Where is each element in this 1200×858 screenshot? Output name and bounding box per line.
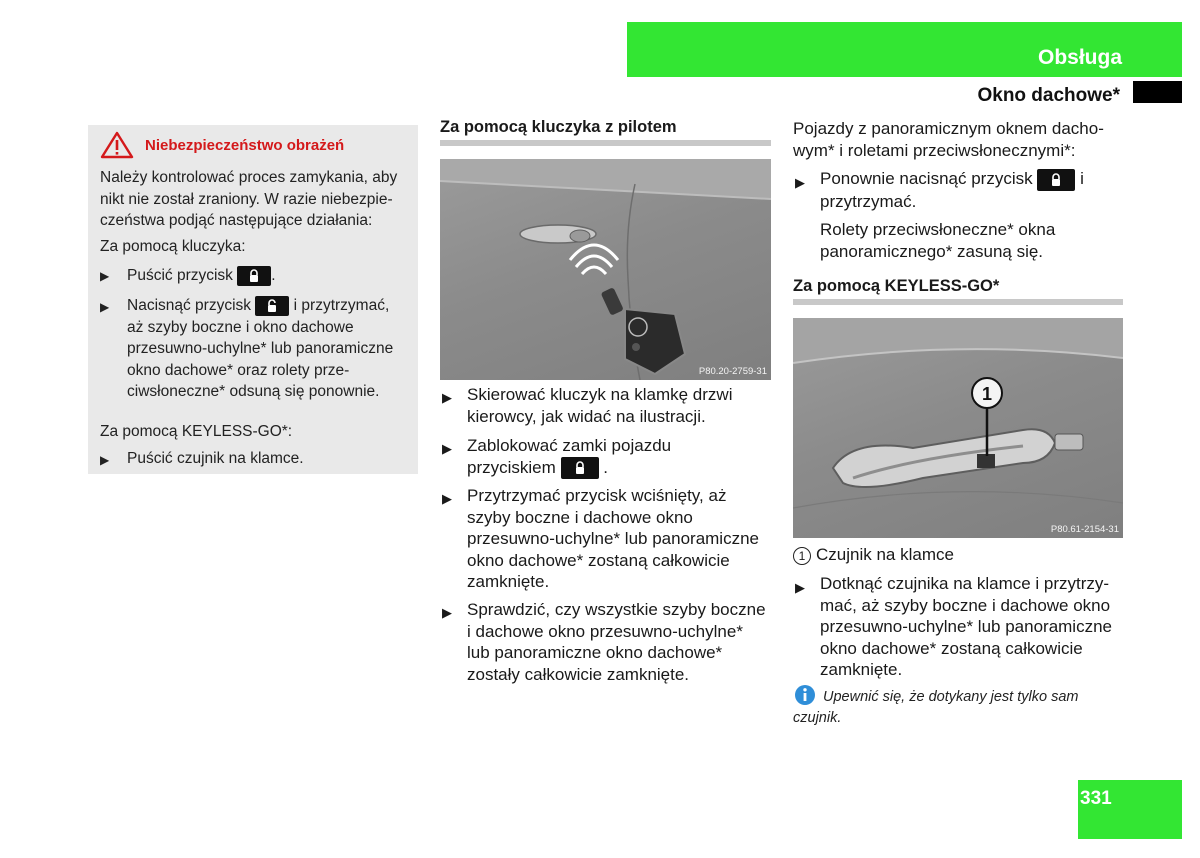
warning-intro-line: czeństwa podjąć następujące działania: — [100, 212, 373, 229]
callout-marker: 1 — [793, 547, 811, 565]
col2-step-line: przyciskiem — [467, 457, 556, 477]
col2-step-line: kierowcy, jak widać na ilustracji. — [467, 406, 706, 426]
bullet-arrow-icon: ▶ — [442, 605, 452, 620]
col2-step-3 — [467, 485, 759, 593]
bullet-arrow-icon: ▶ — [795, 580, 805, 595]
subsection-title: Okno dachowe* — [977, 85, 1120, 106]
col3-intro-line: wym* i roletami przeciwsłonecznymi*: — [793, 140, 1076, 160]
col2-step-line: lub panoramiczne okno dachowe* — [467, 643, 723, 662]
section-title: Obsługa — [1037, 46, 1122, 69]
keyless-handle-illustration — [793, 318, 1123, 538]
lock-key-icon — [237, 266, 271, 286]
col3-step-line: mać, aż szyby boczne i dachowe okno — [820, 595, 1111, 615]
unlock-key-icon — [255, 296, 289, 316]
col2-step-line: i dachowe okno przesuwno-uchylne* — [467, 621, 743, 641]
warning-step-2-line: przesuwno-uchylne* lub panoramiczne — [127, 340, 394, 357]
col2-step-line: Przytrzymać przycisk wciśnięty, aż — [467, 486, 727, 505]
bullet-arrow-icon: ▶ — [442, 491, 452, 506]
bullet-arrow-icon: ▶ — [100, 453, 110, 467]
warning-step-1 — [127, 265, 276, 287]
col3-result-line: Rolety przeciwsłoneczne* okna — [820, 220, 1056, 239]
col2-step-2 — [467, 435, 671, 479]
col3-intro — [793, 118, 1104, 161]
warning-keyless-step: Puścić czujnik na klamce. — [127, 450, 304, 467]
warning-key-heading: Za pomocą kluczyka: — [100, 238, 246, 255]
door-handle-sensor-drawing — [793, 318, 1123, 538]
col3-step-line-end: i — [1080, 169, 1084, 188]
info-note-line: czujnik. — [793, 710, 842, 726]
warning-step-2-text: Nacisnąć przycisk — [127, 297, 252, 314]
heading-rule — [793, 299, 1123, 305]
col2-step-line: zostały całkowicie zamknięte. — [467, 664, 690, 684]
col3-step-1 — [820, 168, 1084, 212]
col2-step-line: Sprawdzić, czy wszystkie szyby boczne — [467, 600, 766, 619]
bullet-arrow-icon: ▶ — [100, 269, 110, 283]
info-note — [793, 687, 1078, 729]
warning-step-2-line: okno dachowe* oraz rolety prze- — [127, 361, 350, 379]
col2-step-line: zamknięte. — [467, 572, 550, 591]
col3-step-line: okno dachowe* zostaną całkowicie — [820, 638, 1083, 658]
lock-key-icon — [561, 457, 599, 479]
thumb-tab-marker — [1133, 81, 1182, 103]
key-remote-illustration — [440, 159, 771, 380]
col2-step-line: okno dachowe* zostaną całkowicie — [467, 550, 730, 570]
bullet-arrow-icon: ▶ — [795, 175, 805, 190]
page-number: 331 — [1080, 788, 1112, 809]
heading-rule — [440, 140, 771, 146]
warning-step-2-line: aż szyby boczne i okno dachowe — [127, 318, 354, 336]
warning-keyless-heading: Za pomocą KEYLESS-GO*: — [100, 423, 293, 440]
section-heading-key-remote: Za pomocą kluczyka z pilotem — [440, 118, 677, 136]
warning-step-2-line: ciwsłoneczne* odsuną się ponownie. — [127, 383, 380, 400]
warning-intro-line: nikt nie został zraniony. W razie niebezpie- — [100, 190, 393, 208]
bullet-arrow-icon: ▶ — [100, 300, 110, 314]
warning-step-2-end: i przytrzymać, — [293, 297, 390, 314]
bullet-arrow-icon: ▶ — [442, 441, 452, 456]
col3-step-line: Dotknąć czujnika na klamce i przytrzy- — [820, 574, 1110, 593]
bullet-arrow-icon: ▶ — [442, 390, 452, 405]
warning-triangle-icon — [100, 131, 134, 159]
col3-step-line: przytrzymać. — [820, 191, 917, 211]
warning-step-1-end: . — [271, 267, 276, 284]
col2-step-line: Zablokować zamki pojazdu — [467, 436, 672, 455]
col2-step-line: przesuwno-uchylne* lub panoramiczne — [467, 529, 759, 548]
col2-step-line: Skierować kluczyk na klamkę drzwi — [467, 385, 733, 404]
car-door-key-drawing — [440, 159, 771, 380]
col3-step-2 — [820, 573, 1112, 681]
col3-intro-line: Pojazdy z panoramicznym oknem dacho- — [793, 119, 1104, 138]
col3-result — [820, 219, 1055, 262]
image-code: P80.20-2759-31 — [698, 366, 767, 377]
caption-text: Czujnik na klamce — [816, 545, 954, 564]
warning-step-2 — [127, 295, 393, 403]
warning-step-1-text: Puścić przycisk — [127, 267, 233, 284]
col2-step-line-end: . — [603, 457, 608, 477]
col2-step-line: szyby boczne i dachowe okno — [467, 507, 693, 527]
figure-caption — [793, 544, 954, 566]
col3-step-line: Ponownie nacisnąć przycisk — [820, 169, 1033, 188]
info-note-line: Upewnić się, że dotykany jest tylko sam — [823, 689, 1079, 705]
warning-title: Niebezpieczeństwo obrażeń — [145, 137, 345, 154]
warning-intro-line: Należy kontrolować proces zamykania, aby — [100, 169, 398, 186]
lock-key-icon — [1037, 169, 1075, 191]
image-code: P80.61-2154-31 — [1050, 524, 1119, 535]
col2-step-4 — [467, 599, 766, 685]
warning-intro — [100, 167, 397, 232]
section-heading-keyless-go: Za pomocą KEYLESS-GO* — [793, 277, 1000, 295]
col3-result-line: panoramicznego* zasuną się. — [820, 241, 1044, 261]
col2-step-1 — [467, 384, 732, 427]
col3-step-line: zamknięte. — [820, 660, 903, 679]
col3-step-line: przesuwno-uchylne* lub panoramiczne — [820, 617, 1112, 636]
callout-number: 1 — [981, 384, 993, 404]
